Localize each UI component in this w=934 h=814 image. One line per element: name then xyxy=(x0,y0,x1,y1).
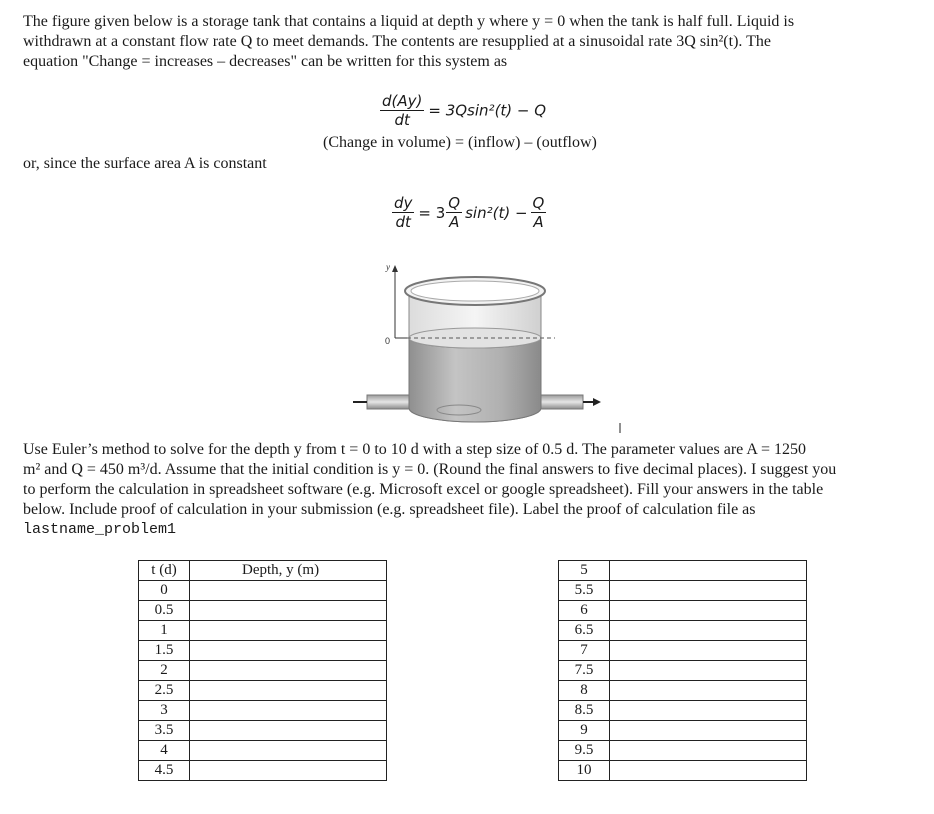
table-row xyxy=(139,661,387,681)
depth-input-cell[interactable] xyxy=(610,661,807,681)
task-filename: lastname_problem1 xyxy=(23,521,177,538)
time-cell: 4 xyxy=(139,741,190,761)
time-cell: 3.5 xyxy=(139,721,190,741)
table-row xyxy=(139,641,387,661)
eq2-frac1-den: A xyxy=(449,213,460,231)
results-table-left xyxy=(138,560,387,781)
table-row xyxy=(139,721,387,741)
table-row xyxy=(139,701,387,721)
equation-2 xyxy=(392,194,546,231)
eq2-sin: sin²(t) − xyxy=(465,203,528,222)
eq1-fraction xyxy=(380,92,424,129)
table-row xyxy=(559,601,807,621)
eq2-frac1 xyxy=(446,194,462,231)
table-row xyxy=(139,601,387,621)
intro-paragraph xyxy=(23,12,923,72)
inlet-pipe xyxy=(367,395,415,409)
table-row xyxy=(559,621,807,641)
table-row xyxy=(559,721,807,741)
eq2-lhs-num: dy xyxy=(394,194,413,212)
eq2-lhs xyxy=(392,194,414,231)
time-cell: 6 xyxy=(559,601,610,621)
depth-input-cell[interactable] xyxy=(610,681,807,701)
time-cell: 6.5 xyxy=(559,621,610,641)
task-line: m² and Q = 450 m³/d. Assume that the initial condition is y = 0. (Round the final answers to five decimal places). I suggest you xyxy=(23,461,837,478)
depth-input-cell[interactable] xyxy=(190,661,387,681)
task-paragraph xyxy=(23,440,923,540)
eq1-denominator: dt xyxy=(394,111,410,129)
depth-input-cell[interactable] xyxy=(190,741,387,761)
eq2-frac2 xyxy=(531,194,547,231)
time-cell: 7 xyxy=(559,641,610,661)
time-cell: 1.5 xyxy=(139,641,190,661)
eq1-numerator: d(Ay) xyxy=(382,92,423,110)
table-row xyxy=(559,741,807,761)
table-row xyxy=(139,581,387,601)
eq1-caption: (Change in volume) = (inflow) – (outflow) xyxy=(323,134,597,151)
time-cell: 0.5 xyxy=(139,601,190,621)
time-cell: 9 xyxy=(559,721,610,741)
depth-input-cell[interactable] xyxy=(610,601,807,621)
depth-input-cell[interactable] xyxy=(610,621,807,641)
depth-input-cell[interactable] xyxy=(610,641,807,661)
task-line: below. Include proof of calculation in your submission (e.g. spreadsheet file). Label the proof of calculation file as xyxy=(23,501,756,518)
depth-input-cell[interactable] xyxy=(190,721,387,741)
depth-input-cell[interactable] xyxy=(190,601,387,621)
time-cell: 9.5 xyxy=(559,741,610,761)
eq2-frac1-num: Q xyxy=(448,194,461,212)
intro-line: withdrawn at a constant flow rate Q to meet demands. The contents are resupplied at a sinusoidal rate 3Q sin²(t). The xyxy=(23,33,771,50)
eq2-frac2-den: A xyxy=(533,213,544,231)
time-cell: 4.5 xyxy=(139,761,190,781)
time-cell: 5.5 xyxy=(559,581,610,601)
task-line: Use Euler’s method to solve for the depth y from t = 0 to 10 d with a step size of 0.5 d. The parameter values are A = 1250 xyxy=(23,441,807,458)
storage-tank-figure xyxy=(345,258,645,433)
time-cell: 2 xyxy=(139,661,190,681)
time-cell: 7.5 xyxy=(559,661,610,681)
header-t: t (d) xyxy=(139,561,190,581)
results-table-right xyxy=(558,560,807,781)
depth-input-cell[interactable] xyxy=(610,701,807,721)
task-line: to perform the calculation in spreadsheet software (e.g. Microsoft excel or google spreadsheet). Fill your answers in the table xyxy=(23,481,824,498)
time-cell: 1 xyxy=(139,621,190,641)
time-cell: 10 xyxy=(559,761,610,781)
equation-1 xyxy=(380,92,546,129)
time-cell: 3 xyxy=(139,701,190,721)
table-row xyxy=(559,681,807,701)
table-row xyxy=(139,621,387,641)
zero-label: 0 xyxy=(385,336,391,346)
depth-input-cell[interactable] xyxy=(190,701,387,721)
table-row xyxy=(559,561,807,581)
table-row xyxy=(559,641,807,661)
intro-line: The figure given below is a storage tank that contains a liquid at depth y where y = 0 when the tank is half full. Liquid is xyxy=(23,13,795,30)
depth-input-cell[interactable] xyxy=(610,761,807,781)
depth-input-cell[interactable] xyxy=(610,581,807,601)
outlet-arrow xyxy=(593,398,601,406)
intro-line: equation "Change = increases – decreases" can be written for this system as xyxy=(23,53,508,70)
or-text: or, since the surface area A is constant xyxy=(23,155,267,172)
depth-input-cell[interactable] xyxy=(190,681,387,701)
table-row xyxy=(139,741,387,761)
depth-input-cell[interactable] xyxy=(190,621,387,641)
y-axis-arrow xyxy=(392,265,398,272)
table-row xyxy=(559,661,807,681)
depth-input-cell[interactable] xyxy=(190,761,387,781)
time-cell: 5 xyxy=(559,561,610,581)
eq2-coef: = 3 xyxy=(418,203,446,222)
eq2-lhs-den: dt xyxy=(395,213,411,231)
time-cell: 8 xyxy=(559,681,610,701)
table-row xyxy=(139,681,387,701)
depth-input-cell[interactable] xyxy=(190,581,387,601)
table-row xyxy=(559,581,807,601)
depth-input-cell[interactable] xyxy=(610,721,807,741)
eq1-rhs: = 3Qsin²(t) − Q xyxy=(428,101,547,120)
y-axis-label: y xyxy=(386,262,390,272)
table-row xyxy=(559,761,807,781)
depth-input-cell[interactable] xyxy=(190,641,387,661)
tank-rim-inner xyxy=(411,281,539,301)
time-cell: 2.5 xyxy=(139,681,190,701)
table-header-row xyxy=(139,561,387,581)
depth-input-cell[interactable] xyxy=(610,561,807,581)
eq2-frac2-num: Q xyxy=(532,194,545,212)
table-row xyxy=(559,701,807,721)
header-depth: Depth, y (m) xyxy=(190,561,387,581)
time-cell: 8.5 xyxy=(559,701,610,721)
time-cell: 0 xyxy=(139,581,190,601)
depth-input-cell[interactable] xyxy=(610,741,807,761)
tank-liquid xyxy=(409,338,541,422)
table-row xyxy=(139,761,387,781)
